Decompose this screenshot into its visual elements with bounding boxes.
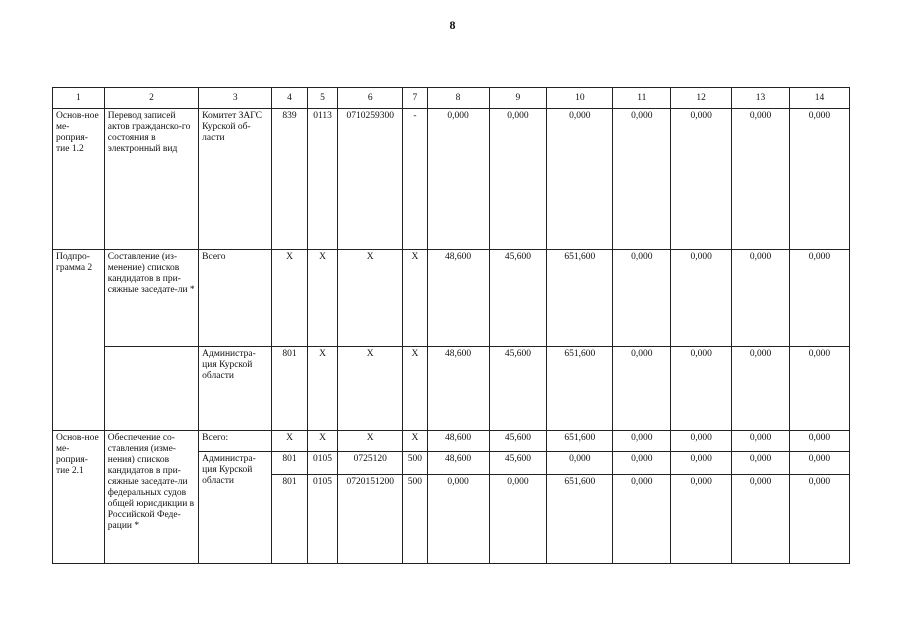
column-header: 2 <box>104 88 198 109</box>
table-header-row <box>53 88 850 109</box>
value-cell: 48,600 <box>427 250 489 347</box>
vr-cell: X <box>403 347 427 431</box>
value-cell: 0,000 <box>613 452 671 475</box>
status-cell: Основ-ное ме-роприя-тие 2.1 <box>53 431 105 564</box>
csr-cell: 0720151200 <box>338 475 403 564</box>
csr-cell: X <box>338 347 403 431</box>
value-cell: 651,600 <box>547 347 613 431</box>
value-cell: 0,000 <box>671 250 732 347</box>
csr-cell: 0710259300 <box>338 109 403 250</box>
value-cell: 0,000 <box>671 452 732 475</box>
name-cell: Обеспечение со-ставления (изме-нения) списков кандидатов в при-сяжные заседате-ли федеральных судов общей юрисдикции в Российской Феде-рации * <box>104 431 198 564</box>
value-cell: 0,000 <box>613 109 671 250</box>
value-cell: 651,600 <box>547 250 613 347</box>
value-cell: 0,000 <box>489 109 547 250</box>
executor-cell: Администра-ция Курской области <box>199 452 272 564</box>
table-row <box>53 347 850 431</box>
vr-cell: - <box>403 109 427 250</box>
page-number: 8 <box>449 18 456 32</box>
table-row <box>53 431 850 452</box>
value-cell: 0,000 <box>789 250 849 347</box>
column-header: 6 <box>338 88 403 109</box>
value-cell: 0,000 <box>732 250 790 347</box>
value-cell: 0,000 <box>789 452 849 475</box>
value-cell: 0,000 <box>427 109 489 250</box>
value-cell: 0,000 <box>613 347 671 431</box>
value-cell: 0,000 <box>732 452 790 475</box>
grbs-cell: 801 <box>272 347 308 431</box>
status-cell: Подпро-грамма 2 <box>53 250 105 431</box>
csr-cell: X <box>338 431 403 452</box>
grbs-cell: 801 <box>272 475 308 564</box>
column-header: 13 <box>732 88 790 109</box>
value-cell: 48,600 <box>427 347 489 431</box>
executor-cell: Всего <box>199 250 272 347</box>
executor-cell: Всего: <box>199 431 272 452</box>
column-header: 3 <box>199 88 272 109</box>
column-header: 1 <box>53 88 105 109</box>
value-cell: 0,000 <box>547 452 613 475</box>
value-cell: 45,600 <box>489 452 547 475</box>
value-cell: 0,000 <box>789 347 849 431</box>
value-cell: 48,600 <box>427 431 489 452</box>
value-cell: 0,000 <box>671 347 732 431</box>
value-cell: 45,600 <box>489 250 547 347</box>
vr-cell: 500 <box>403 452 427 475</box>
value-cell: 45,600 <box>489 347 547 431</box>
column-header: 8 <box>427 88 489 109</box>
value-cell: 0,000 <box>489 475 547 564</box>
value-cell: 0,000 <box>732 347 790 431</box>
value-cell: 0,000 <box>547 109 613 250</box>
executor-cell: Администра-ция Курской области <box>199 347 272 431</box>
rzpr-cell: X <box>307 250 337 347</box>
value-cell: 0,000 <box>613 250 671 347</box>
rzpr-cell: 0105 <box>307 452 337 475</box>
table-row <box>53 109 850 250</box>
column-header: 12 <box>671 88 732 109</box>
name-cell: Составление (из-менение) списков кандидатов в при-сяжные заседате-ли * <box>104 250 198 347</box>
value-cell: 48,600 <box>427 452 489 475</box>
value-cell: 651,600 <box>547 431 613 452</box>
value-cell: 0,000 <box>789 475 849 564</box>
grbs-cell: 839 <box>272 109 308 250</box>
column-header: 4 <box>272 88 308 109</box>
value-cell: 0,000 <box>671 475 732 564</box>
column-header: 5 <box>307 88 337 109</box>
value-cell: 0,000 <box>789 109 849 250</box>
value-cell: 0,000 <box>732 109 790 250</box>
executor-cell: Комитет ЗАГС Курской об-ласти <box>199 109 272 250</box>
column-header: 9 <box>489 88 547 109</box>
value-cell: 0,000 <box>671 431 732 452</box>
column-header: 14 <box>789 88 849 109</box>
column-header: 11 <box>613 88 671 109</box>
table-row <box>53 250 850 347</box>
name-cell: Перевод записей актов гражданско-го состояния в электронный вид <box>104 109 198 250</box>
column-header: 7 <box>403 88 427 109</box>
budget-table <box>52 87 850 564</box>
status-cell: Основ-ное ме-роприя-тие 1.2 <box>53 109 105 250</box>
value-cell: 651,600 <box>547 475 613 564</box>
grbs-cell: X <box>272 250 308 347</box>
column-header: 10 <box>547 88 613 109</box>
vr-cell: X <box>403 250 427 347</box>
value-cell: 0,000 <box>613 431 671 452</box>
grbs-cell: 801 <box>272 452 308 475</box>
value-cell: 0,000 <box>732 431 790 452</box>
csr-cell: 0725120 <box>338 452 403 475</box>
value-cell: 0,000 <box>613 475 671 564</box>
vr-cell: X <box>403 431 427 452</box>
value-cell: 0,000 <box>671 109 732 250</box>
value-cell: 0,000 <box>789 431 849 452</box>
rzpr-cell: X <box>307 347 337 431</box>
value-cell: 45,600 <box>489 431 547 452</box>
rzpr-cell: X <box>307 431 337 452</box>
name-cell <box>104 347 198 431</box>
vr-cell: 500 <box>403 475 427 564</box>
rzpr-cell: 0113 <box>307 109 337 250</box>
grbs-cell: X <box>272 431 308 452</box>
rzpr-cell: 0105 <box>307 475 337 564</box>
value-cell: 0,000 <box>732 475 790 564</box>
csr-cell: X <box>338 250 403 347</box>
value-cell: 0,000 <box>427 475 489 564</box>
